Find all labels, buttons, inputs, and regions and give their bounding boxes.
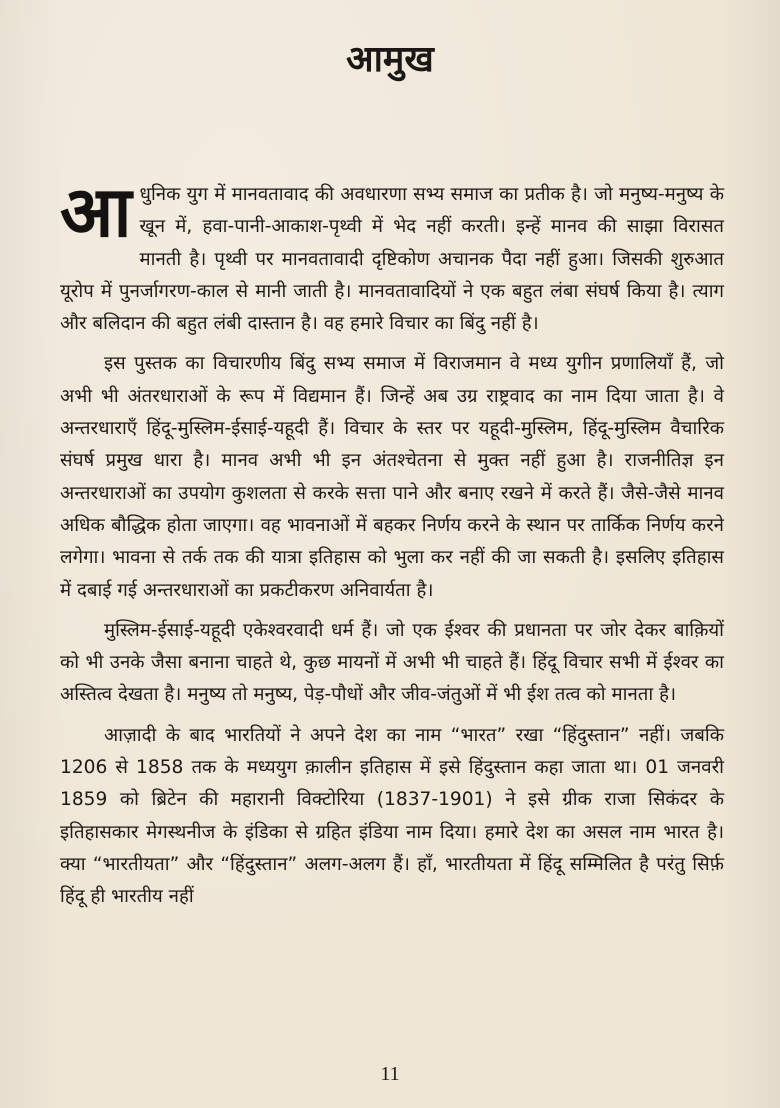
paragraph-2: इस पुस्तक का विचारणीय बिंदु सभ्य समाज में विराजमान वे मध्य युगीन प्रणालियाँ हैं, जो अभी भी अंतरधाराओं के रूप में विद्यमान हैं। जिन्हें अब उग्र राष्ट्रवाद का नाम दिया जाता है। वे अन्तरधाराएँ हिंदू-मुस्लिम-ईसाई-यहूदी हैं। विचार के स्तर पर यहूदी-मुस्लिम, हिंदू-मुस्लिम वैचारिक संघर्ष प्रमुख धारा है। मानव अभी भी इन अंतश्चेतना से मुक्त नहीं हुआ है। राजनीतिज्ञ इन अन्तरधाराओं का उपयोग कुशलता से करके सत्ता पाने और बनाए रखने में करते हैं। जैसे-जैसे मानव अधिक बौद्धिक होता जाएगा। वह भावनाओं में बहकर निर्णय करने के स्थान पर तार्किक निर्णय करने लगेगा। भावना से तर्क तक की यात्रा इतिहास को भुला कर नहीं की जा सकती है। इसलिए इतिहास में दबाई गई अन्तरधाराओं का प्रकटीकरण अनिवार्यता है। bbox=[60, 353, 724, 601]
body-text bbox=[60, 171, 724, 922]
drop-cap: आ bbox=[60, 171, 132, 253]
paragraph-4: आज़ादी के बाद भारतियों ने अपने देश का नाम “भारत” रखा “हिंदुस्तान” नहीं। जबकि 1206 से 1858 तक के मध्ययुग क़ालीन इतिहास में इसे हिंदुस्तान कहा जाता था। 01 जनवरी 1859 को ब्रिटेन की महारानी विक्टोरिया (1837-1901) ने इसे ग्रीक राजा सिकंदर के इतिहासकार मेगस्थनीज के इंडिका से ग्रहित इंडिया नाम दिया। हमारे देश का असल नाम भारत है। क्या “भारतीयता” और “हिंदुस्तान” अलग-अलग हैं। हाँ, भारतीयता में हिंदू सम्मिलित है परंतु सिर्फ़ हिंदू ही भारतीय नहीं bbox=[60, 724, 724, 908]
paragraph-1-text: धुनिक युग में मानवतावाद की अवधारणा सभ्य समाज का प्रतीक है। जो मनुष्य-मनुष्य के खून में, हवा-पानी-आकाश-पृथ्वी में भेद नहीं करती। इन्हें मानव की साझा विरासत मानती है। पृथ्वी पर मानवतावादी दृष्टिकोण अचानक पैदा नहीं हुआ। जिसकी शुरुआत यूरोप में पुनर्जागरण-काल से मानी जाती है। मानवतावादियों ने एक बहुत लंबा संघर्ष किया है। त्याग और बलिदान की बहुत लंबी दास्तान है। वह हमारे विचार का बिंदु नहीं है। bbox=[60, 184, 724, 335]
paragraph-1 bbox=[60, 171, 724, 340]
paragraph-3: मुस्लिम-ईसाई-यहूदी एकेश्वरवादी धर्म हैं। जो एक ईश्वर की प्रधानता पर जोर देकर बाक़ियों को भी उनके जैसा बनाना चाहते थे, कुछ मायनों में अभी भी चाहते हैं। हिंदू विचार सभी में ईश्वर का अस्तित्व देखता है। मनुष्य तो मनुष्य, पेड़-पौधों और जीव-जंतुओं में भी ईश तत्व को मानता है। bbox=[60, 619, 724, 706]
page-title: आमुख bbox=[346, 39, 434, 81]
page-number: 11 bbox=[380, 1063, 400, 1085]
